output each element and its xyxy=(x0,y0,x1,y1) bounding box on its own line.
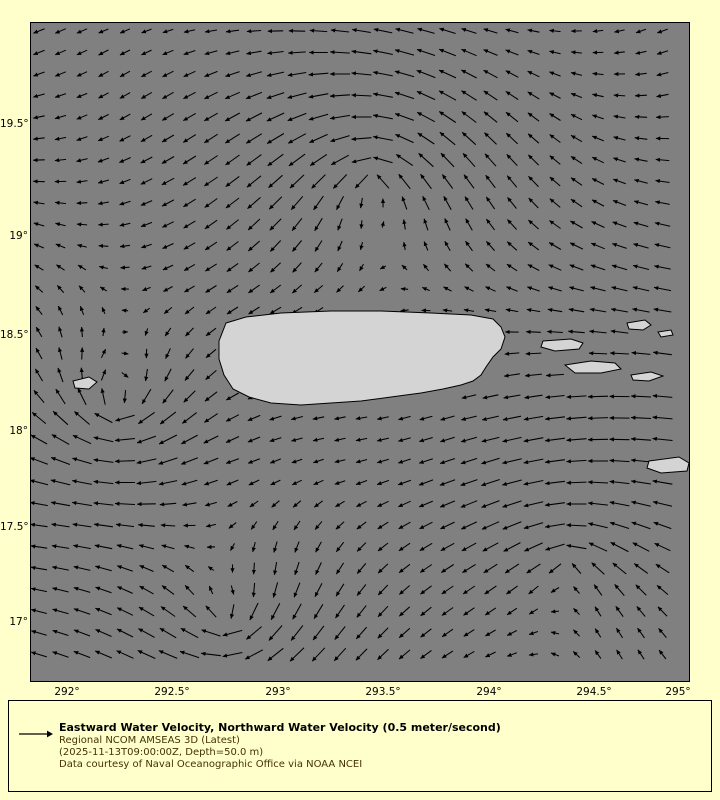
velocity-vector-map[interactable] xyxy=(30,22,690,682)
legend-text xyxy=(59,721,699,771)
reference-vector-arrow-icon xyxy=(19,729,53,739)
x-tick-label: 293° xyxy=(265,686,291,698)
legend-title: Eastward Water Velocity, Northward Water Velocity (0.5 meter/second) xyxy=(59,721,501,734)
x-tick-label: 292.5° xyxy=(154,686,190,698)
y-tick-label: 17.5° xyxy=(0,521,29,533)
landmass-layer xyxy=(31,23,689,681)
x-tick-label: 294.5° xyxy=(576,686,612,698)
x-tick-label: 293.5° xyxy=(365,686,401,698)
legend-panel xyxy=(8,700,712,792)
y-tick-label: 17° xyxy=(9,616,28,628)
legend-time: (2025-11-13T09:00:00Z, Depth=50.0 m) xyxy=(59,747,264,758)
legend-credit: Data courtesy of Naval Oceanographic Office via NOAA NCEI xyxy=(59,759,363,770)
x-tick-label: 295° xyxy=(665,686,691,698)
map-container xyxy=(0,22,691,698)
y-tick-label: 18.5° xyxy=(0,329,29,341)
y-tick-label: 19.5° xyxy=(0,118,29,130)
x-tick-label: 292° xyxy=(54,686,80,698)
y-tick-label: 18° xyxy=(9,425,28,437)
x-tick-label: 294° xyxy=(476,686,502,698)
legend-source: Regional NCOM AMSEAS 3D (Latest) xyxy=(59,735,240,746)
y-tick-label: 19° xyxy=(9,230,28,242)
